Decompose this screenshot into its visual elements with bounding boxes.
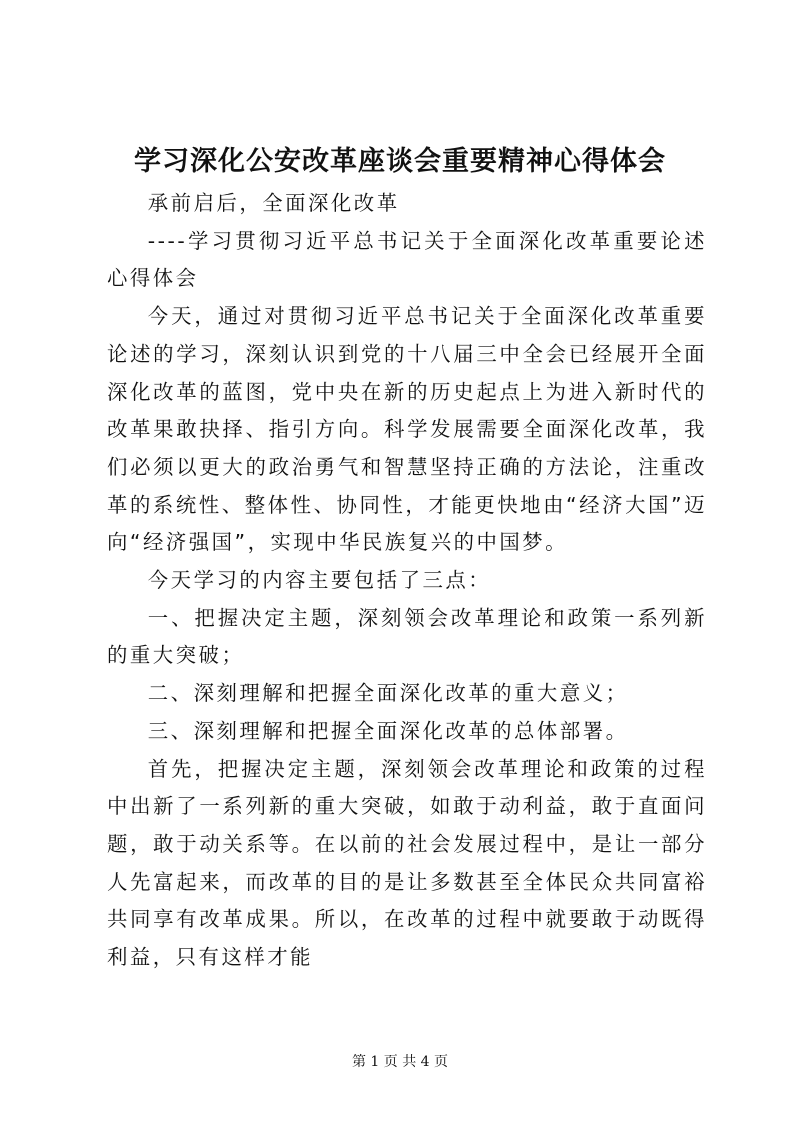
page-footer: 第 1 页 共 4 页 bbox=[351, 1054, 449, 1070]
paragraph-point-three: 三、深刻理解和把握全面深化改革的总体部署。 bbox=[147, 718, 629, 743]
paragraph-point-one: 一、把握决定主题，深刻领会改革理论和政策一系列新的重大突破； bbox=[107, 605, 707, 668]
paragraph-intro: 今天，通过对贯彻习近平总书记关于全面深化改革重要论述的学习，深刻认识到党的十八届三中全会已经展开全面深化改革的蓝图，党中央在新的历史起点上为进入新时代的改革果敢抉择、指引方向。科学发展需要全面深化改革，我们必须以更大的政治勇气和智慧坚持正确的方法论，注重改革的系统性、整体性、协同性，才能更快地由“经济大国”迈向“经济强国”，实现中华民族复兴的中国梦。 bbox=[107, 304, 707, 555]
paragraph-first: 首先，把握决定主题，深刻领会改革理论和政策的过程中出新了一系列新的重大突破，如敢于动利益，敢于直面问题，敢于动关系等。在以前的社会发展过程中，是让一部分人先富起来，而改革的目的是让多数甚至全体民众共同富裕共同享有改革成果。所以，在改革的过程中就要敢于动既得利益，只有这样才能 bbox=[107, 756, 707, 970]
paragraph-point-two: 二、深刻理解和把握全面深化改革的重大意义； bbox=[147, 681, 629, 706]
paragraph-subtitle: 承前启后，全面深化改革 bbox=[147, 191, 400, 215]
paragraph-summary: 今天学习的内容主要包括了三点： bbox=[147, 568, 492, 593]
paragraph-subheading: ----学习贯彻习近平总书记关于全面深化改革重要论述心得体会 bbox=[107, 228, 707, 291]
document-title: 学习深化公安改革座谈会重要精神心得体会 bbox=[134, 146, 666, 177]
document-body bbox=[107, 185, 707, 977]
